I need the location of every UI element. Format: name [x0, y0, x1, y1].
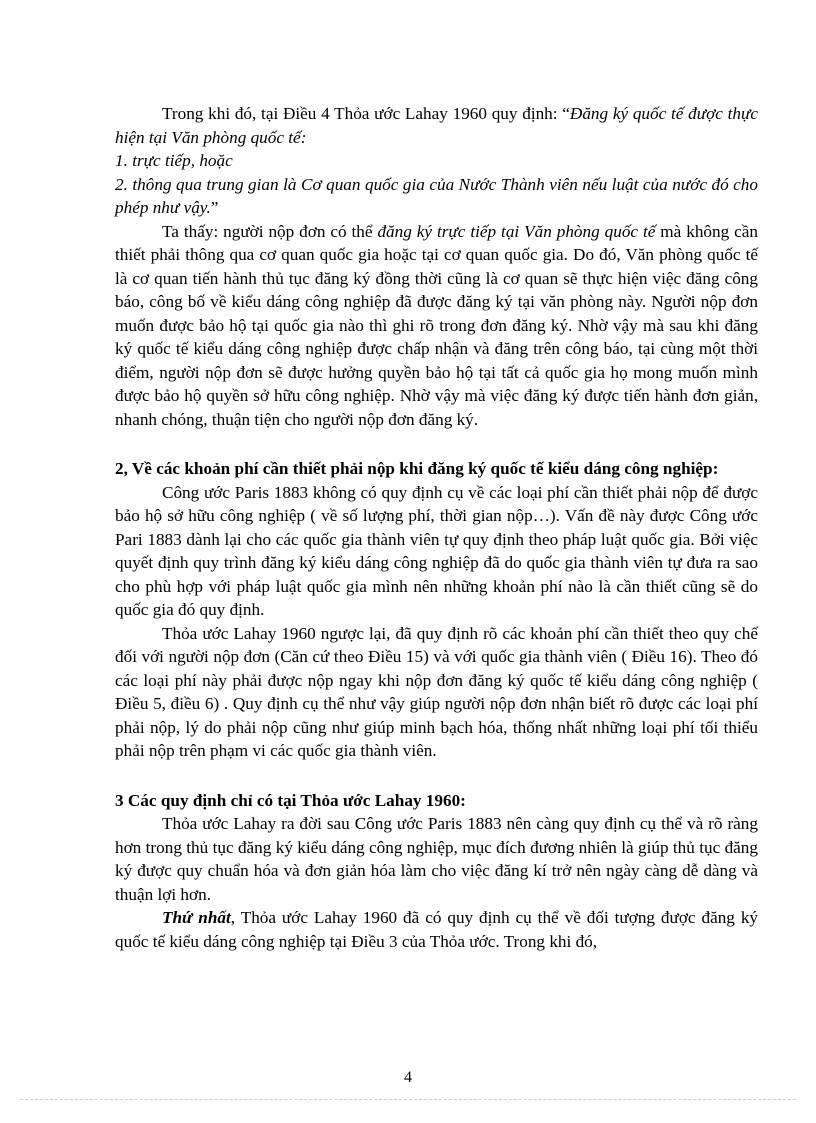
paragraph-hague-fees: Thỏa ước Lahay 1960 ngược lại, đã quy định rõ các khoản phí cần thiết theo quy chế đối với người nộp đơn (Căn cứ theo Điều 15) và với quốc gia thành viên ( Điều 16). Theo đó các loại phí này phải được nộp ngay khi nộp đơn đăng ký quốc tế kiểu dáng công nghiệp ( Điều 5, điều 6) . Quy định cụ thể như vậy giúp người nộp đơn nhận biết rõ được các loại phí phải nộp, lý do phải nộp cũng như giúp minh bạch hóa, thống nhất những loại phí tối thiểu phải nộp trên phạm vi các quốc gia thành viên.	[115, 623, 758, 760]
section-heading-fees: 2, Về các khoản phí cần thiết phải nộp khi đăng ký quốc tế kiểu dáng công nghiệp:	[115, 459, 719, 478]
paragraph-text: Ta thấy: người nộp đơn có thể	[162, 221, 378, 241]
spacer	[115, 763, 758, 776]
quoted-text: Đăng ký quốc tế được thực hiện tại Văn phòng quốc tế:	[115, 104, 758, 147]
emphasized-text: đăng ký trực tiếp tại Văn phòng quốc tế	[377, 221, 656, 241]
list-item-direct: 1. trực tiếp, hoặc	[115, 151, 233, 170]
paragraph-paris-fees: Công ước Paris 1883 không có quy định cụ về các loại phí cần thiết phải nộp để được bảo hộ sở hữu công nghiệp ( về số lượng phí, thời gian nộp…). Vấn đề này được Công ước Pari 1883 dành lại cho các quốc gia thành viên tự quy định theo pháp luật quốc gia. Bởi việc quyết định quy trình đăng ký kiểu dáng công nghiệp đã do quốc gia thành viên tự đưa ra sao cho phù hợp với pháp luật quốc gia mình nên những khoản phí nào là cần thiết cũng sẽ do quốc gia đó quy định.	[115, 482, 758, 619]
paragraph-first-point	[115, 906, 758, 953]
section-heading-hague-only: 3 Các quy định chỉ có tại Thỏa ước Lahay 1960:	[115, 790, 466, 810]
page-content	[115, 102, 758, 953]
paragraph-text: , Thỏa ước Lahay 1960 đã có quy định cụ thể về đối tượng được đăng ký quốc tế kiểu dáng công nghiệp tại Điều 3 của Thỏa ước. Trong khi đó,	[115, 908, 759, 951]
list-item-intermediary	[115, 173, 758, 220]
spacer	[115, 431, 758, 444]
paragraph-text: Trong khi đó, tại Điều 4 Thỏa ước Lahay 1960 quy định: “	[162, 104, 570, 123]
emphasized-text: Thứ nhất	[162, 908, 231, 927]
paragraph-hague-intro: Thỏa ước Lahay ra đời sau Công ước Paris 1883 nên càng quy định cụ thể và rõ ràng hơn trong thủ tục đăng ký kiểu dáng công nghiệp, mục đích đương nhiên là giúp thủ tục đăng ký được quy chuẩn hóa và đơn giản hóa làm cho việc đăng kí trở nên ngày càng dễ dàng và thuận lợi hơn.	[115, 814, 758, 904]
paragraph-text: mà không cần thiết phải thông qua cơ quan quốc gia hoặc tại cơ quan quốc gia. Do đó, Văn phòng quốc tế là cơ quan tiến hành thủ tục đăng ký đồng thời cũng là cơ quan sẽ thực hiện việc đăng công báo, công bố về kiểu dáng công nghiệp đã được đăng ký tại văn phòng này. Người nộp đơn muốn được bảo hộ tại quốc gia nào thì ghi rõ trong đơn đăng ký. Nhờ vậy mà sau khi đăng ký quốc tế kiểu dáng công nghiệp được chấp nhận và đăng trên công báo, tại cùng một thời điểm, người nộp đơn sẽ được hưởng quyền bảo hộ tại tất cả quốc gia họ mong muốn mình được bảo hộ quyền sở hữu công nghiệp. Nhờ vậy mà việc đăng ký được tiến hành đơn giản, nhanh chóng, thuận tiện cho người nộp đơn đăng ký.	[115, 221, 758, 429]
paragraph-article-4-quote	[115, 102, 758, 149]
paragraph-analysis	[115, 220, 758, 432]
page-number: 4	[404, 1069, 412, 1086]
quoted-text: 2. thông qua trung gian là Cơ quan quốc gia của Nước Thành viên nếu luật của nước đó cho phép như vậy.	[115, 174, 758, 217]
page-bottom-divider	[20, 1099, 796, 1100]
closing-quote: ”	[210, 198, 219, 217]
